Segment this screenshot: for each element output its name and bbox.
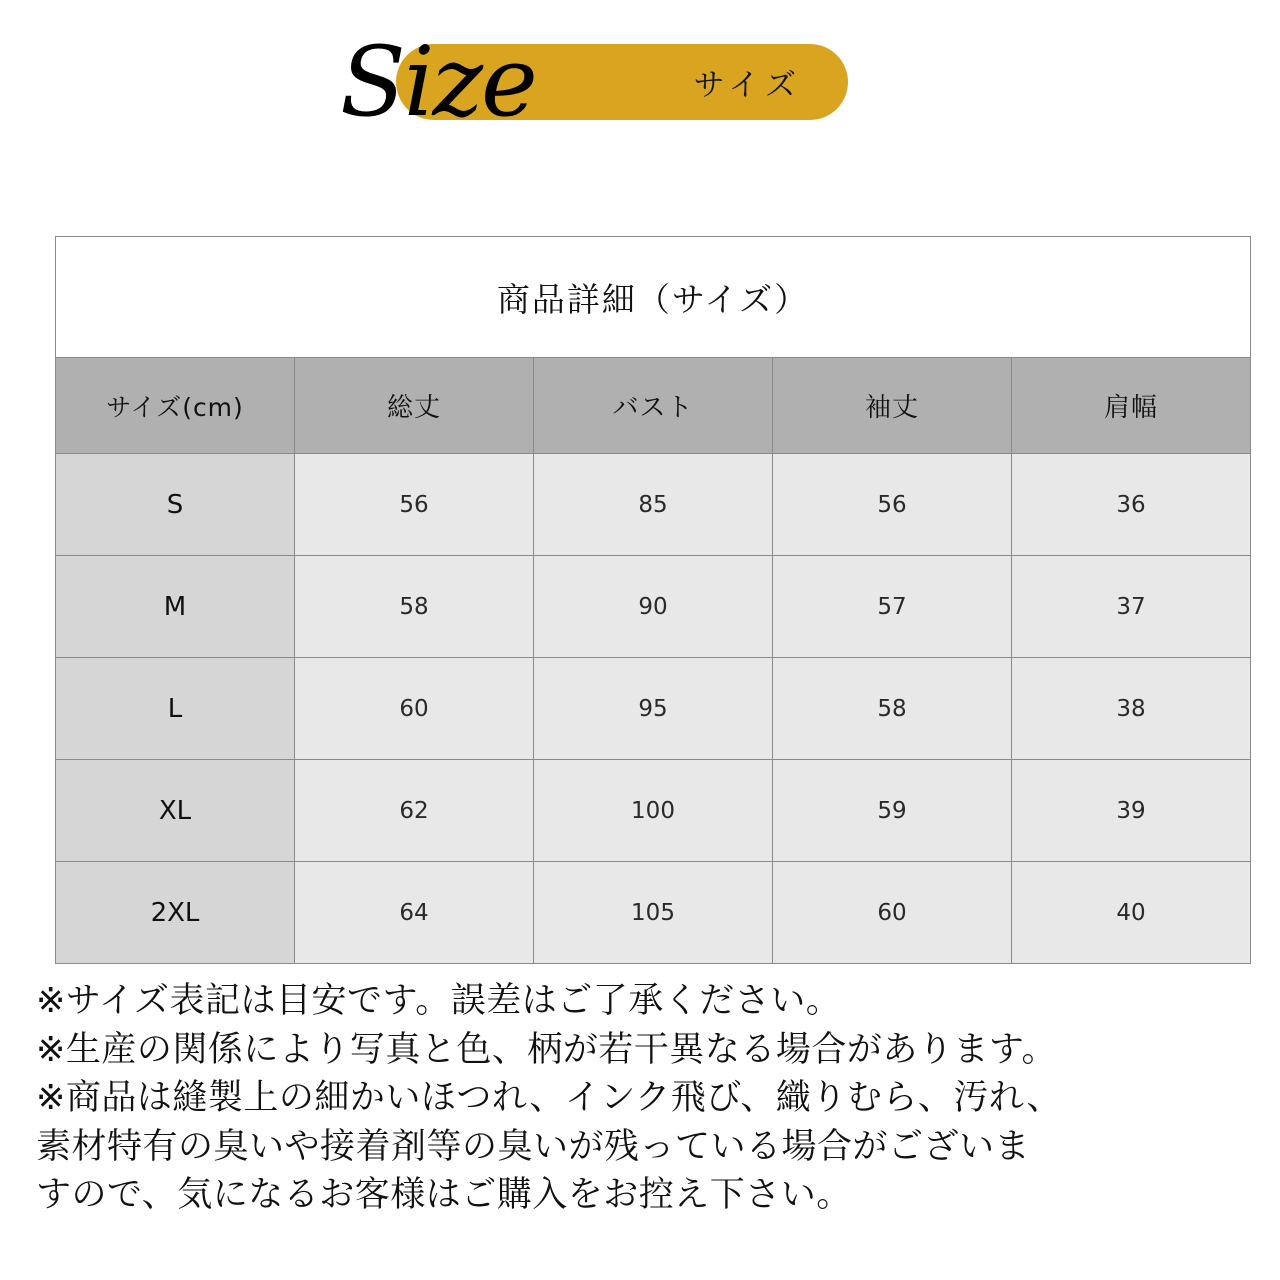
cell-bust: 100 [534, 760, 773, 862]
row-label: L [56, 658, 295, 760]
table-title: 商品詳細（サイズ） [56, 237, 1251, 358]
row-label: 2XL [56, 862, 295, 964]
note-line: ※サイズ表記は目安です。誤差はご了承ください。 [36, 981, 842, 1021]
table-row [56, 658, 1251, 760]
header-cell-sleeve: 袖丈 [773, 358, 1012, 454]
cell-length: 56 [295, 454, 534, 556]
table-row [56, 454, 1251, 556]
table-header-row [56, 358, 1251, 454]
cell-sleeve: 59 [773, 760, 1012, 862]
cell-sleeve: 57 [773, 556, 1012, 658]
table-row [56, 556, 1251, 658]
cell-shoulder: 40 [1012, 862, 1251, 964]
row-label: M [56, 556, 295, 658]
note-line: ※商品は縫製上の細かいほつれ、インク飛び、織りむら、汚れ、 [36, 1078, 1062, 1119]
cell-sleeve: 58 [773, 658, 1012, 760]
cell-shoulder: 39 [1012, 760, 1251, 862]
note-line: すので、気になるお客様はご購入をお控え下さい。 [36, 1175, 852, 1216]
cell-shoulder: 38 [1012, 658, 1251, 760]
size-table-wrap [55, 236, 1251, 964]
cell-length: 62 [295, 760, 534, 862]
banner-jp-label: サイズ [693, 67, 802, 104]
note-line: ※生産の関係により写真と色、柄が若干異なる場合があります。 [36, 1029, 1058, 1070]
size-table [55, 236, 1251, 964]
cell-length: 60 [295, 658, 534, 760]
banner-script-label: Size [340, 26, 536, 138]
cell-bust: 85 [534, 454, 773, 556]
cell-shoulder: 36 [1012, 454, 1251, 556]
note-line: 素材特有の臭いや接着剤等の臭いが残っている場合がございま [36, 1126, 1031, 1167]
cell-bust: 105 [534, 862, 773, 964]
table-row [56, 862, 1251, 964]
cell-length: 64 [295, 862, 534, 964]
table-row [56, 760, 1251, 862]
header-cell-length: 総丈 [295, 358, 534, 454]
row-label: S [56, 454, 295, 556]
header-cell-bust: バスト [534, 358, 773, 454]
table-title-row [56, 237, 1251, 358]
header-cell-size: サイズ(cm) [56, 358, 295, 454]
row-label: XL [56, 760, 295, 862]
cell-sleeve: 56 [773, 454, 1012, 556]
cell-sleeve: 60 [773, 862, 1012, 964]
header-cell-shoulder: 肩幅 [1012, 358, 1251, 454]
notes-block [36, 978, 1266, 1221]
cell-bust: 95 [534, 658, 773, 760]
cell-shoulder: 37 [1012, 556, 1251, 658]
cell-length: 58 [295, 556, 534, 658]
cell-bust: 90 [534, 556, 773, 658]
